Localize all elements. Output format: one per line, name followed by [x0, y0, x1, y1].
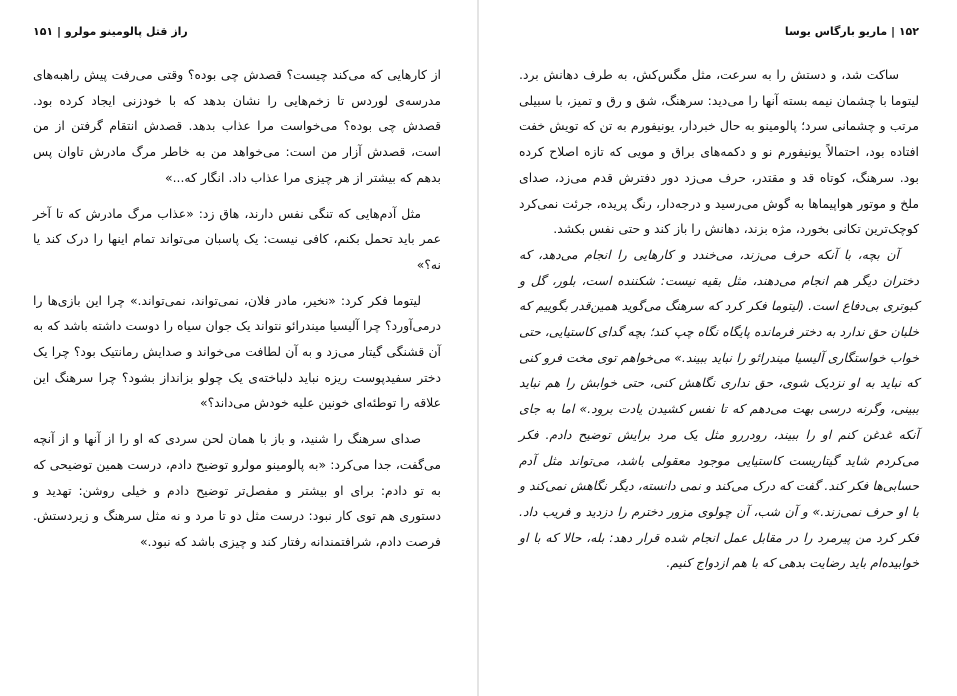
page-header-right: ۱۵۲ | ماریو بارگاس یوسا — [784, 25, 919, 38]
left-page — [0, 0, 478, 696]
paragraph: ساکت شد، و دستش را به سرعت، مثل مگس‌کش، به طرف دهانش برد. لیتوما با چشمان نیمه بسته آنها را می‌دید: سرهنگ، شق و رق و تمیز، با سبیلی مرتب و چشمانی سرد؛ پالومینو به حال خبردار، یونیفورم به تن که تویش خفت افتاده بود، احتمالاً یونیفورم نو و دکمه‌های براق و مویی که تازه اصلاح کرده بود. سرهنگ، کوتاه قد و مقتدر، حرف می‌زد دور دفترش قدم می‌زد، صدای ملخ و موتور هواپیماها به گوش می‌رسید و درجه‌دار، رنگ پریده، جرئت نمی‌کرد کوچک‌ترین تکانی بخورد، مژه بزند، دهانش را باز کند و حتی نفس بکشد. — [519, 67, 919, 237]
paragraph: مثل آدم‌هایی که تنگی نفس دارند، هاق زد: «عذاب مرگ مادرش که تا آخر عمر باید تحمل بکنم، کافی نیست: یک پاسبان می‌تواند تمام اینها را درک کند یا نه؟» — [33, 205, 441, 272]
left-text-block — [33, 62, 441, 555]
paragraph: از کارهایی که می‌کند چیست؟ قصدش چی بوده؟ وقتی می‌رفت پیش راهبه‌های مدرسه‌ی لوردس تا زخم‌هایی را نشان بدهد که با خودزنی ایجاد کرده بود. قصدش چی بوده؟ می‌خواست مرا عذاب بدهد. قصدش انتقام گرفتن از من است، قصدش آزار من است: می‌خواهد من به خاطر مرگ مادرش تاوان پس بدهم که بیشتر از هر چیزی مرا عذاب داد. انگار که...» — [33, 67, 441, 185]
paragraph: لیتوما فکر کرد: «نخیر، مادر فلان، نمی‌تواند، نمی‌تواند.» چرا این بازی‌ها را درمی‌آورد؟ چرا آلیسیا میندرائو نتواند یک جوان سیاه را دوست داشته باشد که به آن قشنگی گیتار می‌زد و به آن لطافت می‌خواند و صدایش رمانتیک بود؟ چرا یک دختر سفیدپوست ریزه نباید دلباخته‌ی یک چولو بزانداز بشود؟ چرا سرهنگ این علاقه را توطئه‌ای خونین علیه خودش می‌داند؟» — [33, 292, 441, 411]
right-text-block — [519, 62, 919, 576]
paragraph: صدای سرهنگ را شنید، و باز با همان لحن سردی که او را از آنها و از آنچه می‌گفت، جدا می‌کرد: «به پالومینو مولرو توضیح دادم، درست همین توضیحی که به تو دادم: برای او بیشتر و مفصل‌تر توضیح دادم و خیلی روشن: تهدید و دستوری هم توی کار نبود: درست مثل دو تا مرد و نه مثل سرهنگ و زیردستش. فرصت دادم، شرافتمندانه رفتار کند و چیزی باشد که نبود.» — [33, 431, 441, 549]
right-page — [479, 0, 957, 696]
paragraph-italic: آن بچه، با آنکه حرف می‌زند، می‌خندد و کارهایی را انجام می‌دهد، که دختران دیگر هم انجام می‌دهند، مثل بقیه نیست: شکننده است، بلور، گل و کبوتری بی‌دفاع است. (لیتوما فکر کرد که سرهنگ می‌گوید همین‌قدر بگوییم که خلبان حق ندارد به دختر فرمانده پایگاه نگاه چپ کند؛ بچه گدای کاستیایی، حتی خواب خواستگاری آلیسیا میندرائو را نباید ببیند.» می‌خواهم توی مخت فرو کنی که نباید به او نزدیک شوی، حق نداری نگاهش کنی، حتی خوابش را هم نباید ببینی، وگرنه درسی بهت می‌دهم که تا نفس کشیدن یادت برود.» اما به جای آنکه غدغن کنم او را ببیند، رودررو مثل یک مرد برایش توضیح دادم. فکر می‌کردم شاید گیتاریست کاستیایی موجود معقولی باشد، می‌تواند مثل آدم حسابی‌ها فکر کند. گفت که درک می‌کند و نمی دانسته، دیگر نگاهش نمی‌کند و با او حرف نمی‌زند.» و آن شب، آن چولوی مزور دخترم را دزدید و فریب داد. فکر کرد من پیرمرد را در مقابل عمل انجام شده قرار دهد: بله، حالا که با او خوابیده‌ام باید رضایت بدهی که با هم ازدواج کنیم. — [519, 246, 919, 571]
page-header-left: راز قتل پالومینو مولرو | ۱۵۱ — [33, 25, 188, 38]
